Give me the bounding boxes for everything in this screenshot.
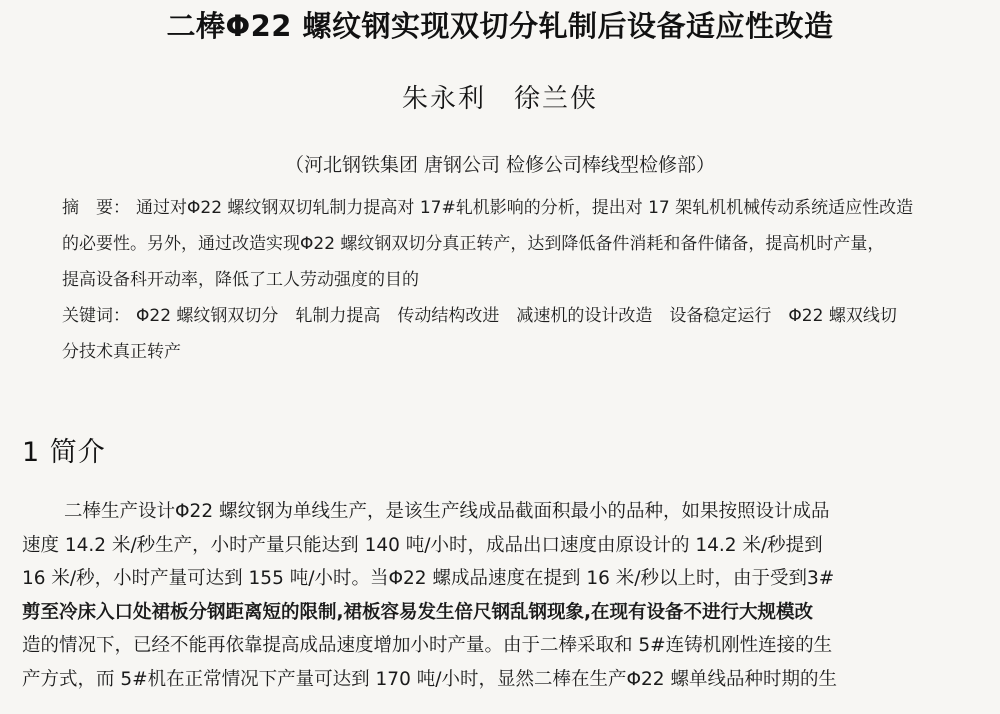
keywords-line: 分技术真正转产: [62, 342, 181, 362]
body-line: 二棒生产设计Φ22 螺纹钢为单线生产，是该生产线成品截面积最小的品种，如果按照设计成品: [64, 501, 830, 522]
body-line: 产方式，而 5#机在正常情况下产量可达到 170 吨/小时，显然二棒在生产Φ22 螺单线品种时期的生: [22, 668, 837, 690]
keywords-text: Φ22 螺纹钢双切分 轧制力提高 传动结构改进 减速机的设计改造 设备稳定运行 Φ22 螺双线切: [136, 306, 897, 326]
abstract-line: [62, 190, 992, 226]
keywords-line: [62, 298, 992, 334]
paper-authors: 朱永利 徐兰侠: [401, 84, 598, 114]
body-line: 速度 14.2 米/秒生产，小时产量只能达到 140 吨/小时，成品出口速度由原设计的 14.2 米/秒提到: [22, 534, 823, 556]
abstract-block: [62, 190, 992, 370]
abstract-text: 通过对Φ22 螺纹钢双切轧制力提高对 17#轧机影响的分析，提出对 17 架轧机机械传动系统适应性改造: [136, 198, 914, 218]
body-line: 16 米/秒，小时产量可达到 155 吨/小时。当Φ22 螺成品速度在提到 16 米/秒以上时，由于受到3#: [22, 568, 835, 589]
abstract-line: 提高设备科开动率，降低了工人劳动强度的目的: [62, 270, 419, 290]
body-line: 造的情况下，已经不能再依靠提高成品速度增加小时产量。由于二棒采取和 5#连铸机刚性连接的生: [22, 635, 833, 656]
abstract-label: 摘 要：: [62, 198, 130, 218]
abstract-line: 的必要性。另外，通过改造实现Φ22 螺纹钢双切分真正转产，达到降低备件消耗和备件储备，提高机时产量，: [62, 234, 885, 254]
keywords-label: 关键词：: [62, 306, 130, 326]
section-heading: 1 简介: [22, 437, 106, 468]
paper-title: 二棒Φ22 螺纹钢实现双切分轧制后设备适应性改造: [166, 9, 834, 43]
paper-affiliation: （河北钢铁集团 唐钢公司 检修公司棒线型检修部）: [284, 154, 716, 176]
body-line: 剪至冷床入口处裙板分钢距离短的限制,裙板容易发生倍尺钢乱钢现象,在现有设备不进行大规模改: [22, 601, 814, 623]
section-body: [22, 495, 997, 696]
